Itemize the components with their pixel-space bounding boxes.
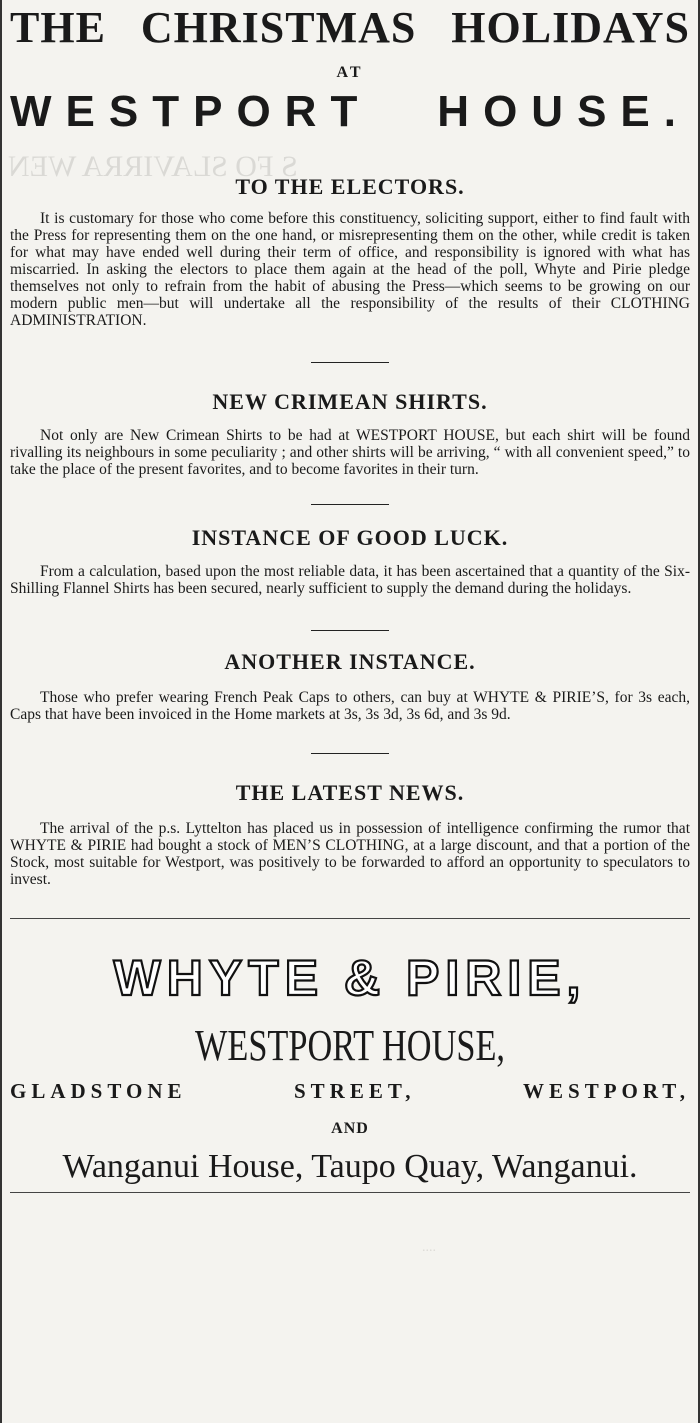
firm-name: WHYTE & PIRIE,: [113, 950, 587, 1006]
headline-word: HOLIDAYS: [451, 3, 690, 52]
section-body: It is customary for those who come before this constituency, soliciting support, either to find fault with the Press for representing them on the one hand, or misrepresenting them on the other, while credit is taken for what may have ended well during their term of office, and responsibility is ignored with what has miscarried. In asking the electors to place them again at the head of the poll, Whyte and Pirie pledge themselves not only to refrain from the habit of abusing the Press—which seems to be growing on our modern public men—but will undertake all the responsibility of the results of their CLOTHING ADMINISTRATION.: [10, 210, 690, 329]
section-body: Not only are New Crimean Shirts to be had at WESTPORT HOUSE, but each shirt will be found rivalling its neighbours in some peculiarity ; and other shirts will be arriving, “ with all convenient speed,” to take the place of the present favorites, and to become favorites in their turn.: [10, 427, 690, 478]
section-title: ANOTHER INSTANCE.: [224, 649, 476, 674]
headline: [10, 2, 690, 54]
street-word: GLADSTONE: [10, 1079, 187, 1103]
wanganui-address: Wanganui House, Taupo Quay, Wanganui.: [62, 1148, 638, 1185]
bleed-through-text: S FO SLAVIRRA WEN: [8, 150, 298, 183]
store-name: [10, 86, 690, 138]
street-word: WESTPORT,: [523, 1079, 690, 1103]
section-title: INSTANCE OF GOOD LUCK.: [191, 525, 509, 550]
section-title: THE LATEST NEWS.: [235, 780, 465, 805]
house-name: WESTPORT HOUSE,: [194, 1021, 506, 1070]
section-body: From a calculation, based upon the most reliable data, it has been ascertained that a quantity of the Six-Shilling Flannel Shirts has been secured, nearly sufficient to supply the demand during the holidays.: [10, 563, 690, 597]
bleed-through-text: ....: [422, 1240, 436, 1255]
street-word: STREET,: [293, 1079, 416, 1103]
headline-word: CHRISTMAS: [140, 3, 417, 52]
street-address: [10, 1079, 690, 1104]
store-name-word: WESTPORT: [10, 87, 372, 136]
section-title: TO THE ELECTORS.: [235, 174, 465, 199]
bottom-rule: [10, 1192, 690, 1193]
and-label: AND: [331, 1120, 369, 1137]
section-body: Those who prefer wearing French Peak Caps to others, can buy at WHYTE & PIRIE’S, for 3s each, Caps that have been invoiced in the Home markets at 3s, 3s 3d, 3s 6d, and 3s 9d.: [10, 689, 690, 723]
store-name-word: HOUSE.: [437, 87, 690, 136]
section-title: NEW CRIMEAN SHIRTS.: [212, 389, 488, 414]
section-body: The arrival of the p.s. Lyttelton has placed us in possession of intelligence confirming the rumor that WHYTE & PIRIE had bought a stock of MEN’S CLOTHING, at a large discount, and that a portion of the Stock, most suitable for Westport, was positively to be forwarded to afford an opportunity to speculators to invest.: [10, 820, 690, 888]
headline-word: THE: [10, 3, 106, 52]
at-label: AT: [336, 64, 364, 81]
